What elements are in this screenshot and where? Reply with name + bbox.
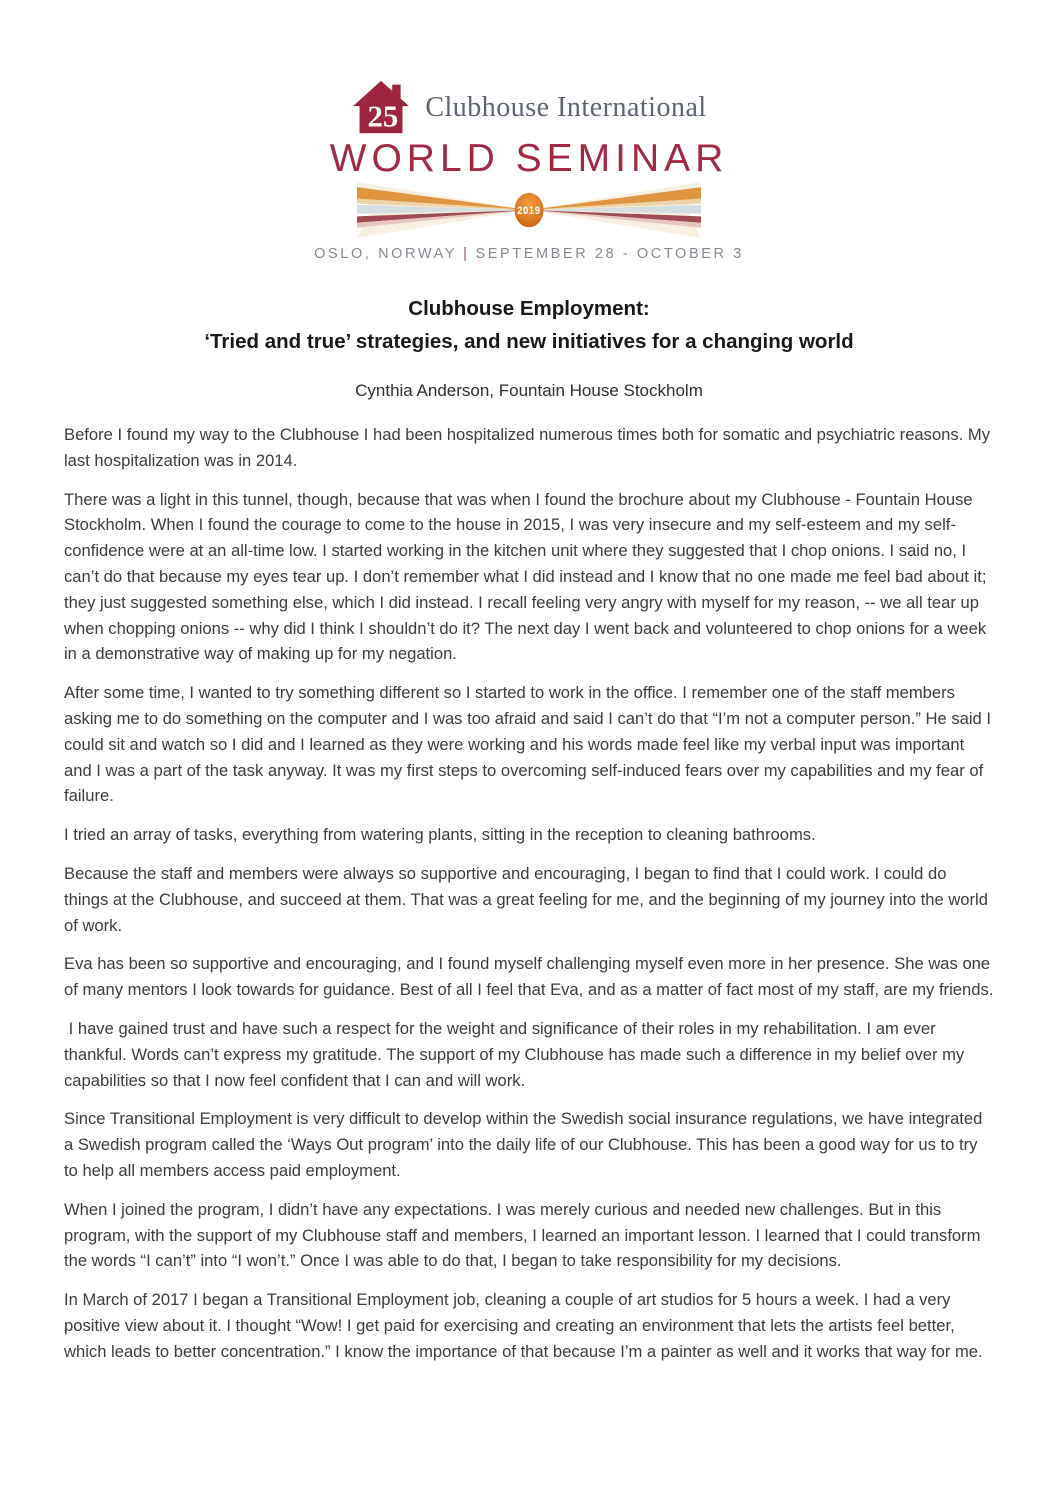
event-dates: SEPTEMBER 28 - OCTOBER 3 <box>475 246 744 262</box>
paragraph: Because the staff and members were always so supportive and encouraging, I began to find that I could work. I could do things at the Clubhouse, and succeed at them. That was a great feeling for me, and the beginning of my journey into the world of work. <box>64 863 993 935</box>
paragraph: Since Transitional Employment is very difficult to develop within the Swedish social insurance regulations, we have integrated a Swedish program called the ‘Ways Out program’ into the daily life of our Clubhouse. This has been a good way for us to try to help all members access paid employment. <box>64 1109 987 1180</box>
paragraph: There was a light in this tunnel, though, because that was when I found the brochure about my Clubhouse - Fountain House Stockholm. When I found the courage to come to the house in 2015, I was very insecure and my self-esteem and my self-confidence were at an all-time low. I started working in the kitchen unit where they suggested that I chop onions. I said no, I can’t do that because my eyes tear up. I don’t remember what I did instead and I know that no one made me feel bad about it; they just suggested something else, which I did instead. I recall feeling very angry with myself for my reason, -- we all tear up when chopping onions -- why did I think I shouldn’t do it? The next day I went back and volunteered to chop onions for a week in a demonstrative way of making up for my negation. <box>64 489 992 664</box>
ribbon-burst-graphic <box>357 177 701 243</box>
badge-number: 25 <box>367 99 399 134</box>
event-location-date <box>314 246 744 262</box>
logo-top-row <box>351 80 706 136</box>
event-name: WORLD SEMINAR <box>329 137 729 180</box>
author-line: Cynthia Anderson, Fountain House Stockholm <box>355 381 703 400</box>
paragraph: After some time, I wanted to try something different so I started to work in the office. I remember one of the staff members asking me to do something on the computer and I was too afraid and said I can’t do that “I’m not a computer person.” He said I could sit and watch so I did and I learned as they were working and his words made feel like my verbal input was important and I was a part of the task anyway. It was my first steps to overcoming self-induced fears over my capabilities and my fear of failure. <box>64 683 996 806</box>
title-line-2: ‘Tried and true’ strategies, and new initiatives for a changing world <box>204 330 854 353</box>
paragraph: I have gained trust and have such a respect for the weight and significance of their roles in my rehabilitation. I am ever thankful. Words can’t express my gratitude. The support of my Clubhouse has made such a difference in my belief over my capabilities so that I now feel confident that I can and will work. <box>64 1018 969 1090</box>
document-body <box>64 422 995 1365</box>
event-city: OSLO, NORWAY <box>314 246 458 262</box>
title-line-1: Clubhouse Employment: <box>408 297 650 320</box>
paragraph: Before I found my way to the Clubhouse I had been hospitalized numerous times both for somatic and psychiatric reasons. My last hospitalization was in 2014. <box>64 425 995 470</box>
event-logo <box>0 0 1058 262</box>
separator-bar: | <box>463 246 470 262</box>
org-name: Clubhouse International <box>425 92 707 123</box>
year-label: 2019 <box>517 205 541 218</box>
house-25-icon <box>351 80 411 136</box>
paragraph: When I joined the program, I didn’t have any expectations. I was merely curious and needed new challenges. But in this program, with the support of my Clubhouse staff and members, I learned an important lesson. I learned that I could transform the words “I can’t” into “I won’t.” Once I was able to do that, I began to take responsibility for my decisions. <box>64 1199 986 1271</box>
paragraph: In March of 2017 I began a Transitional Employment job, cleaning a couple of art studios for 5 hours a week. I had a very positive view about it. I thought “Wow! I get paid for exercising and creating an environment that lets the artists feel better, which leads to better concentration.” I know the importance of that because I’m a painter as well and it works that way for me. <box>64 1290 983 1361</box>
paragraph: Eva has been so supportive and encouraging, and I found myself challenging myself even more in her presence. She was one of many mentors I look towards for guidance. Best of all I feel that Eva, and as a matter of fact most of my staff, are my friends. <box>64 954 995 1000</box>
document-title <box>40 292 1018 358</box>
paragraph: I tried an array of tasks, everything from watering plants, sitting in the reception to cleaning bathrooms. <box>64 825 816 845</box>
